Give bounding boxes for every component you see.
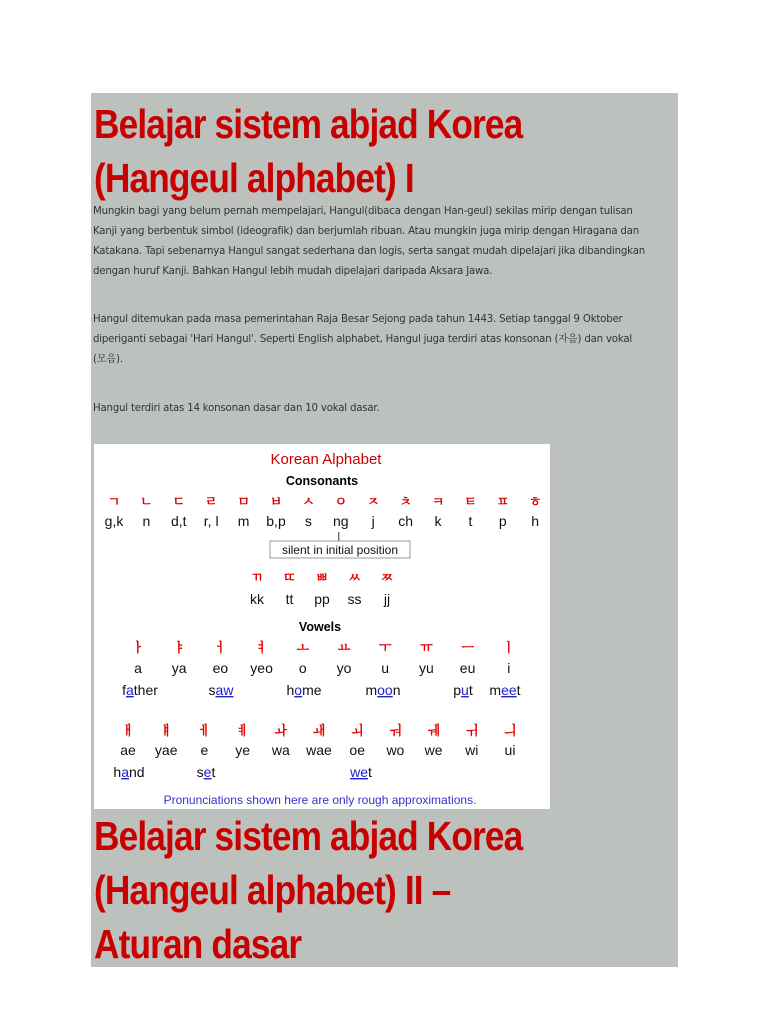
- vowel-jamo: ㅣ: [502, 641, 516, 656]
- vowel-roman: eo: [212, 660, 229, 676]
- vowel-roman: eu: [459, 660, 476, 676]
- double-consonant-jamo: ㄸ: [283, 571, 296, 586]
- vowel-jamo: ㅏ: [131, 641, 145, 656]
- compound-vowel-example: wet: [350, 764, 372, 780]
- consonant-roman: g,k: [104, 513, 124, 529]
- vowel-jamo: ㅠ: [420, 641, 433, 656]
- vowel-roman: yo: [336, 660, 352, 676]
- compound-vowel-jamo: ㅖ: [236, 724, 249, 739]
- post-title-2-line-3[interactable]: Aturan dasar: [94, 921, 302, 967]
- consonant-jamo: ㅂ: [269, 495, 283, 510]
- vowel-example: home: [286, 682, 322, 698]
- compound-vowel-roman: yae: [154, 742, 178, 758]
- consonant-jamo: ㅈ: [366, 495, 380, 510]
- consonant-jamo: ㄷ: [172, 495, 186, 510]
- compound-vowel-roman: ye: [235, 742, 250, 758]
- compound-vowel-jamo: ㅙ: [312, 724, 326, 739]
- figure-footnote: Pronunciations shown here are only rough approximations.: [163, 793, 477, 807]
- consonant-jamo: ㅌ: [464, 495, 477, 510]
- compound-vowel-jamo: ㅞ: [427, 724, 440, 739]
- compound-vowel-roman: wi: [465, 742, 479, 758]
- intro-line-4: dengan huruf Kanji. Bahkan Hangul lebih mudah dipelajari daripada Aksara Jawa.: [93, 266, 493, 277]
- compound-vowel-roman: e: [200, 742, 209, 758]
- consonant-roman: t: [468, 513, 473, 529]
- vowel-jamo: ㅑ: [172, 641, 186, 656]
- count-paragraph: [93, 399, 673, 419]
- intro-line-3: Katakana. Tapi sebenarnya Hangul sangat sederhana dan logis, serta sangat mudah dipelajari jika dibandingkan: [93, 246, 646, 257]
- consonant-roman: d,t: [171, 513, 187, 529]
- compound-vowel-roman: we: [424, 742, 443, 758]
- compound-vowel-jamo: ㅟ: [465, 724, 479, 739]
- consonant-roman: s: [304, 513, 312, 529]
- intro-line-1: Mungkin bagi yang belum pernah mempelajari, Hangul(dibaca dengan Han-geul) sekilas mirip dengan tulisan: [93, 206, 633, 217]
- compound-vowel-example: set: [196, 764, 216, 780]
- compound-vowel-jamo: ㅢ: [503, 724, 517, 739]
- consonant-roman: h: [531, 513, 540, 529]
- count-line-1: Hangul terdiri atas 14 konsonan dasar dan 10 vokal dasar.: [93, 403, 380, 414]
- compound-vowel-jamo: ㅔ: [198, 724, 211, 739]
- vowel-roman: yeo: [250, 660, 273, 676]
- consonant-roman: ng: [333, 513, 349, 529]
- compound-vowel-roman: ui: [504, 742, 516, 758]
- consonant-roman: b,p: [266, 513, 286, 529]
- intro-paragraph: [93, 202, 673, 282]
- post-title-1-line-2[interactable]: (Hangeul alphabet) I: [94, 155, 414, 201]
- consonant-jamo: ㄱ: [107, 495, 121, 510]
- double-consonant-roman: kk: [250, 591, 264, 607]
- compound-vowel-roman: wa: [271, 742, 290, 758]
- vowel-example: meet: [489, 682, 521, 698]
- double-consonant-jamo: ㅆ: [348, 571, 361, 586]
- vowel-roman: i: [507, 660, 511, 676]
- double-consonant-jamo: ㅃ: [315, 571, 329, 586]
- vowel-example: father: [122, 682, 158, 698]
- consonant-jamo: ㅇ: [334, 495, 348, 510]
- history-line-3: (모음).: [93, 354, 123, 365]
- compound-vowel-roman: wae: [306, 742, 332, 758]
- compound-vowel-jamo: ㅚ: [350, 724, 364, 739]
- vowel-jamo: ㅜ: [378, 641, 392, 656]
- consonant-roman: ch: [398, 513, 413, 529]
- consonant-jamo: ㅁ: [237, 495, 250, 510]
- vowel-example: moon: [365, 682, 401, 698]
- intro-line-2: Kanji yang berbentuk simbol (ideografik) dan berjumlah ribuan. Atau mungkin juga mirip dengan Hiragana dan: [93, 226, 639, 237]
- consonant-jamo: ㅅ: [302, 495, 315, 510]
- compound-vowel-roman: wo: [386, 742, 405, 758]
- consonant-roman: n: [142, 513, 151, 529]
- vowel-jamo: ㅛ: [337, 641, 351, 656]
- consonant-roman: k: [434, 513, 442, 529]
- history-line-2: diperiganti sebagai 'Hari Hangul'. Seperti English alphabet, Hangul juga terdiri atas konsonan (자음) dan vokal: [93, 334, 633, 345]
- vowel-roman: u: [381, 660, 390, 676]
- compound-vowel-jamo: ㅒ: [159, 724, 173, 739]
- double-consonant-roman: ss: [347, 591, 362, 607]
- consonant-jamo: ㅊ: [399, 495, 412, 510]
- vowel-example: put: [453, 682, 473, 698]
- vowel-roman: a: [134, 660, 142, 676]
- consonants-heading: Consonants: [285, 474, 359, 488]
- vowel-roman: o: [298, 660, 307, 676]
- consonant-jamo: ㅎ: [528, 495, 542, 510]
- post-title-1[interactable]: [94, 97, 522, 205]
- consonant-roman: j: [371, 513, 375, 529]
- vowels-heading: Vowels: [298, 620, 342, 634]
- vowel-roman: yu: [419, 660, 434, 676]
- vowel-jamo: ㅡ: [461, 641, 474, 656]
- compound-vowel-roman: ae: [120, 742, 136, 758]
- vowel-example: saw: [208, 682, 234, 698]
- consonant-jamo: ㄹ: [204, 495, 218, 510]
- korean-alphabet-figure: [94, 444, 550, 809]
- vowel-roman: ya: [171, 660, 187, 676]
- compound-vowel-jamo: ㅐ: [121, 724, 135, 739]
- consonant-jamo: ㄴ: [140, 495, 153, 510]
- double-consonant-roman: tt: [285, 591, 294, 607]
- consonant-roman: m: [237, 513, 250, 529]
- history-paragraph: [93, 310, 673, 370]
- compound-vowel-roman: oe: [349, 742, 365, 758]
- silent-note: silent in initial position: [281, 543, 399, 557]
- history-line-1: Hangul ditemukan pada masa pemerintahan Raja Besar Sejong pada tahun 1443. Setiap tanggal 9 Oktober: [93, 314, 623, 325]
- double-consonant-roman: pp: [314, 591, 330, 607]
- double-consonant-roman: jj: [383, 591, 391, 607]
- article-panel: [91, 93, 678, 967]
- vowel-jamo: ㅓ: [214, 641, 227, 656]
- consonant-jamo: ㅋ: [431, 495, 445, 510]
- consonant-roman: p: [498, 513, 507, 529]
- consonant-jamo: ㅍ: [496, 495, 510, 510]
- post-title-2[interactable]: [94, 809, 522, 967]
- figure-title: Korean Alphabet: [270, 451, 382, 468]
- vowel-jamo: ㅕ: [255, 641, 268, 656]
- korean-alphabet-chart: [94, 444, 550, 809]
- double-consonant-jamo: ㄲ: [250, 571, 264, 586]
- vowel-jamo: ㅗ: [296, 641, 310, 656]
- compound-vowel-jamo: ㅝ: [389, 724, 402, 739]
- compound-vowel-example: hand: [113, 764, 145, 780]
- compound-vowel-jamo: ㅘ: [274, 724, 288, 739]
- consonant-roman: r, l: [203, 513, 219, 529]
- post-title-2-line-2[interactable]: (Hangeul alphabet) II –: [94, 867, 451, 913]
- post-title-1-line-1[interactable]: Belajar sistem abjad Korea: [94, 101, 523, 147]
- double-consonant-jamo: ㅉ: [380, 571, 394, 586]
- post-title-2-line-1[interactable]: Belajar sistem abjad Korea: [94, 813, 523, 859]
